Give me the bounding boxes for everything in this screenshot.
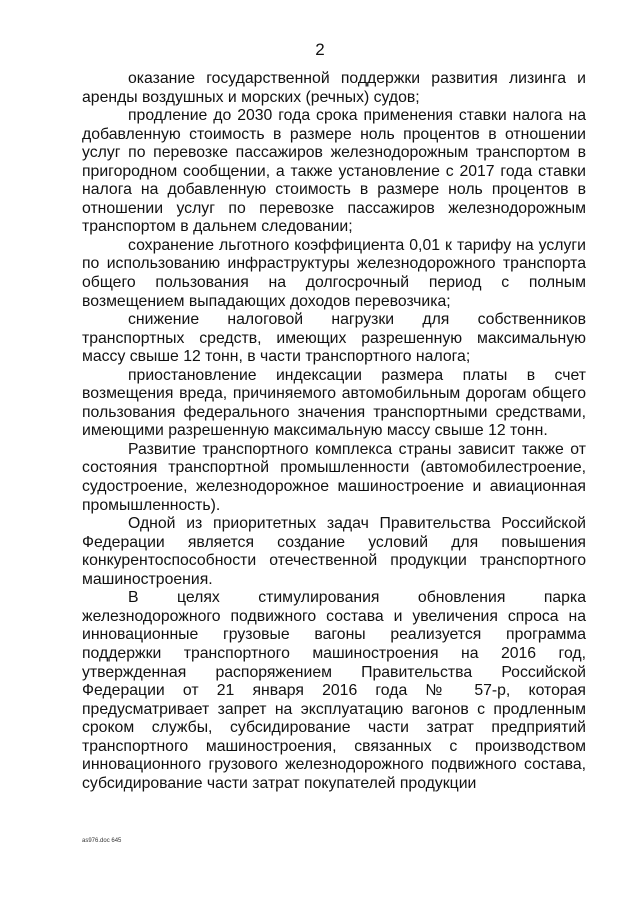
paragraph-tariff-coefficient: сохранение льготного коэффициента 0,01 к тарифу на услуги по использованию инфраструктуры железнодорожного транспорта общего пользования на долгосрочный период с полным возмещением выпадающих доходов перевозчика; bbox=[82, 236, 586, 310]
paragraph-tax-reduction: снижение налоговой нагрузки для собственников транспортных средств, имеющих разрешенную максимальную массу свыше 12 тонн, в части транспортного налога; bbox=[82, 311, 586, 366]
paragraph-transport-industry: Развитие транспортного комплекса страны зависит также от состояния транспортной промышленности (автомобилестроение, судостроение, железнодорожное машиностроение и авиационная промышленность). bbox=[82, 440, 586, 514]
paragraph-leasing-support: оказание государственной поддержки развития лизинга и аренды воздушных и морских (речных) судов; bbox=[82, 70, 586, 106]
paragraph-indexation-suspension: приостановление индексации размера платы в счет возмещения вреда, причиняемого автомобильным дорогам общего пользования федерального значения транспортными средствами, имеющими разрешенную максимальную массу свыше 12 тонн. bbox=[82, 366, 586, 440]
file-reference-footer: as976.doc 645 bbox=[82, 838, 122, 844]
page-number: 2 bbox=[315, 40, 325, 59]
paragraph-vat-extension: продление до 2030 года срока применения ставки налога на добавленную стоимость в размере ноль процентов в отношении услуг по перевозке пассажиров железнодорожным транспортом в пригородном сообщении, а также установление с 2017 года ставки налога на добавленную стоимость в размере ноль процентов в отношении услуг по перевозке пассажиров железнодорожным транспортом в дальнем следовании; bbox=[82, 107, 586, 236]
paragraph-rolling-stock-program: В целях стимулирования обновления парка железнодорожного подвижного состава и увеличения спроса на инновационные грузовые вагоны реализуется программа поддержки транспортного машиностроения на 2016 год, утвержденная распоряжением Правительства Российской Федерации от 21 января 2016 года № 57-р, которая предусматривает запрет на эксплуатацию вагонов с продленным сроком службы, субсидирование части затрат предприятий транспортного машиностроения, связанных с производством инновационного грузового железнодорожного подвижного состава, субсидирование части затрат покупателей продукции bbox=[82, 589, 586, 792]
paragraph-government-priority: Одной из приоритетных задач Правительства Российской Федерации является создание условий для повышения конкурентоспособности отечественной продукции транспортного машиностроения. bbox=[82, 515, 586, 588]
document-body bbox=[82, 70, 586, 793]
